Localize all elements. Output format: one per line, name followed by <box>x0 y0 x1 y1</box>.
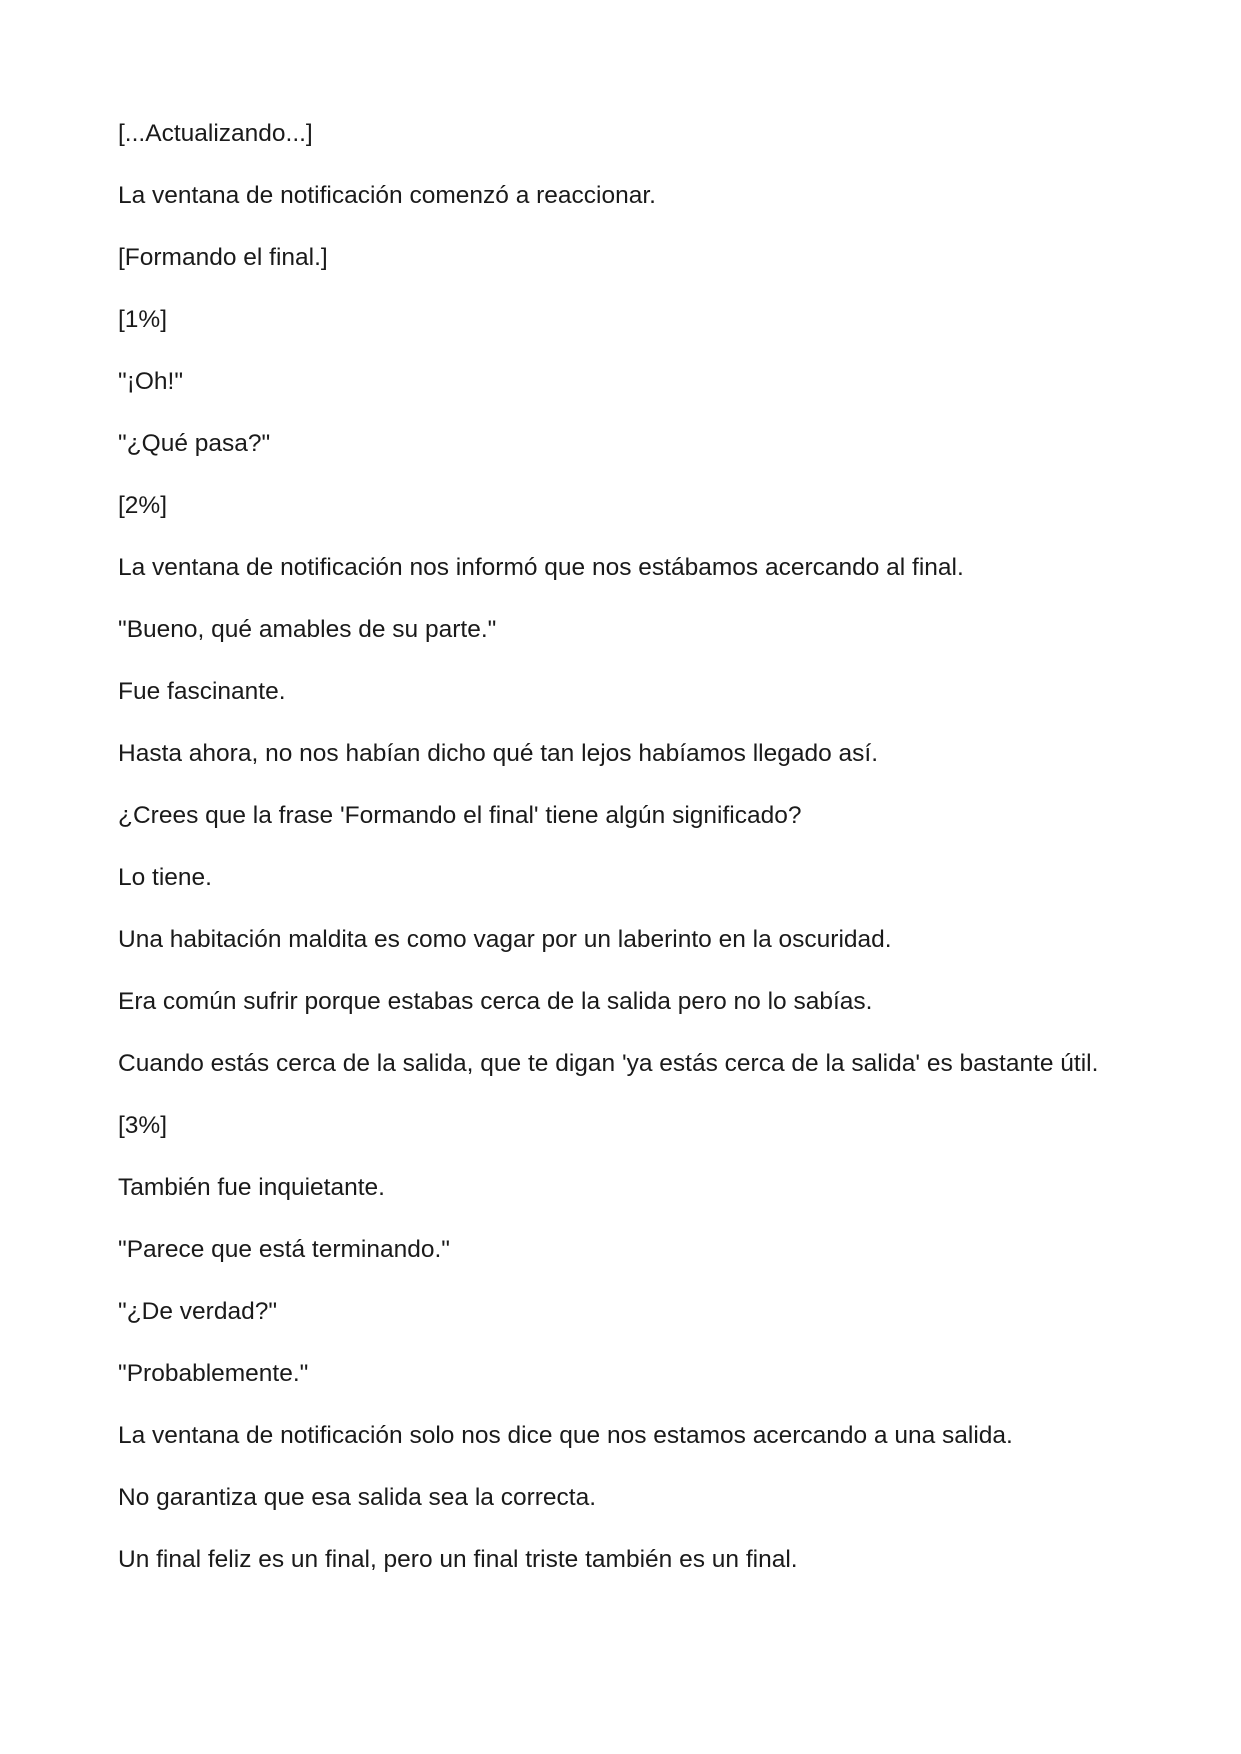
paragraph: [1%] <box>118 306 168 333</box>
paragraph: "¿De verdad?" <box>118 1298 278 1325</box>
paragraph: Hasta ahora, no nos habían dicho qué tan lejos habíamos llegado así. <box>118 740 879 767</box>
paragraph: "Bueno, qué amables de su parte." <box>118 616 497 643</box>
paragraph: [...Actualizando...] <box>118 120 313 147</box>
paragraph: Fue fascinante. <box>118 678 286 705</box>
paragraph: Era común sufrir porque estabas cerca de la salida pero no lo sabías. <box>118 988 873 1015</box>
paragraph: Cuando estás cerca de la salida, que te digan 'ya estás cerca de la salida' es bastante útil. <box>118 1050 1099 1077</box>
paragraph: "Probablemente." <box>118 1360 309 1387</box>
paragraph: La ventana de notificación solo nos dice que nos estamos acercando a una salida. <box>118 1422 1013 1449</box>
paragraph: "¡Oh!" <box>118 368 184 395</box>
paragraph: Un final feliz es un final, pero un final triste también es un final. <box>118 1546 798 1573</box>
paragraph: [Formando el final.] <box>118 244 328 271</box>
paragraph: ¿Crees que la frase 'Formando el final' tiene algún significado? <box>118 802 802 829</box>
document-page <box>118 118 1124 1575</box>
paragraph: [3%] <box>118 1112 168 1139</box>
paragraph: "Parece que está terminando." <box>118 1236 451 1263</box>
paragraph: La ventana de notificación comenzó a reaccionar. <box>118 182 656 209</box>
paragraph: Lo tiene. <box>118 864 212 891</box>
paragraph: [2%] <box>118 492 168 519</box>
paragraph: La ventana de notificación nos informó que nos estábamos acercando al final. <box>118 554 964 581</box>
paragraph: "¿Qué pasa?" <box>118 430 271 457</box>
paragraph: Una habitación maldita es como vagar por un laberinto en la oscuridad. <box>118 926 892 953</box>
paragraph: No garantiza que esa salida sea la correcta. <box>118 1484 597 1511</box>
paragraph: También fue inquietante. <box>118 1174 385 1201</box>
